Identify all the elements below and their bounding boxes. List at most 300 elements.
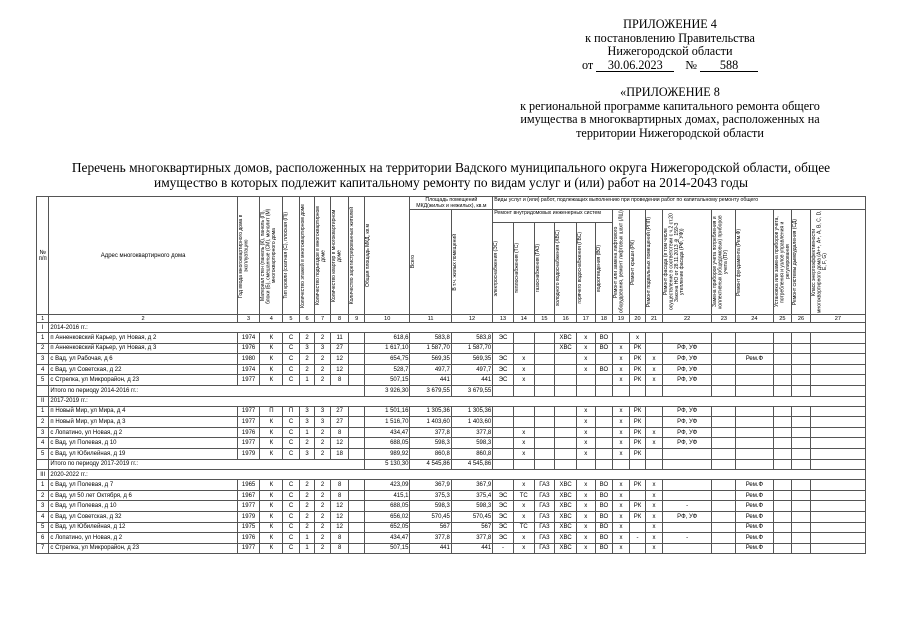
table-cell: х: [613, 354, 630, 365]
table-cell: х: [646, 490, 663, 501]
table-cell: 1977: [237, 375, 260, 386]
table-cell: [810, 490, 865, 501]
table-cell: [810, 501, 865, 512]
table-cell: х: [576, 543, 595, 554]
table-head: [37, 197, 866, 323]
table-cell: Рем.Ф: [736, 511, 773, 522]
column-number: 23: [712, 315, 736, 323]
col-cold-water: холодного водоснабжения (ХВС): [555, 230, 562, 307]
column-number: 15: [534, 315, 555, 323]
table-cell: [513, 406, 534, 417]
table-cell: ВО: [595, 490, 613, 501]
table-cell: х: [613, 533, 630, 544]
section-label: 2020-2022 гг.:: [49, 470, 866, 480]
row-address: п Новый Мир, ул Мира, д 4: [49, 406, 237, 417]
period-total-row: [37, 459, 866, 470]
table-cell: 8: [330, 533, 349, 544]
column-number: 4: [260, 315, 283, 323]
table-cell: [810, 375, 865, 386]
table-cell: ЭС: [493, 501, 514, 512]
column-number: 18: [595, 315, 613, 323]
table-cell: П: [260, 406, 283, 417]
table-cell: К: [260, 417, 283, 428]
column-number: 2: [49, 315, 237, 323]
table-cell: [792, 343, 811, 354]
table-cell: ХВС: [555, 480, 577, 491]
table-cell: -: [493, 543, 514, 554]
table-cell: 2: [315, 501, 331, 512]
document-title: [40, 160, 862, 190]
table-cell: [810, 385, 865, 396]
table-cell: [555, 427, 577, 438]
table-cell: [646, 448, 663, 459]
column-number: 7: [315, 315, 331, 323]
period-total-value: 3 926,30: [364, 385, 410, 396]
table-cell: [810, 511, 865, 522]
table-cell: 2: [315, 480, 331, 491]
table-cell: [810, 427, 865, 438]
table-cell: 1 305,36: [410, 406, 451, 417]
table-cell: 6: [37, 533, 49, 544]
table-cell: 1980: [237, 354, 260, 365]
table-cell: [712, 501, 736, 512]
table-cell: [773, 533, 792, 544]
table-cell: х: [613, 511, 630, 522]
table-cell: 8: [330, 427, 349, 438]
table-cell: 598,3: [410, 501, 451, 512]
table-cell: [534, 364, 555, 375]
table-cell: [792, 533, 811, 544]
table-cell: 1974: [237, 364, 260, 375]
document-title-line-2: имущество в которых подлежит капитальному ремонту по видам услуг и (или) работ на 2014-2043 годы: [154, 175, 748, 190]
table-cell: ХВС: [555, 522, 577, 533]
table-row: [37, 375, 866, 386]
table-cell: 1979: [237, 511, 260, 522]
table-cell: 441: [410, 375, 451, 386]
row-address: с Лопатино, ул Новая, д 2: [49, 427, 237, 438]
table-cell: [773, 448, 792, 459]
table-cell: 3: [299, 343, 315, 354]
table-cell: [792, 511, 811, 522]
table-cell: [629, 543, 646, 554]
table-cell: 8: [330, 480, 349, 491]
table-cell: [37, 459, 49, 470]
table-cell: 1 403,60: [451, 417, 492, 428]
table-cell: ВО: [595, 364, 613, 375]
column-number: 14: [513, 315, 534, 323]
table-cell: 3: [299, 406, 315, 417]
period-total-label: Итого по периоду 2017-2019 гг.:: [49, 459, 365, 470]
table-cell: 2: [315, 533, 331, 544]
table-cell: [773, 417, 792, 428]
table-cell: 434,47: [364, 533, 410, 544]
table-cell: 12: [330, 522, 349, 533]
table-cell: 2: [299, 354, 315, 365]
table-cell: х: [613, 438, 630, 449]
appendix-4-date-line: [470, 59, 870, 73]
period-total-value: 4 545,86: [451, 459, 492, 470]
col-basement: Ремонт подвальных помещений (РПП): [646, 216, 653, 308]
table-cell: 27: [330, 406, 349, 417]
table-cell: 1976: [237, 343, 260, 354]
table-cell: 1: [37, 406, 49, 417]
table-cell: 2: [299, 480, 315, 491]
table-cell: 441: [410, 543, 451, 554]
table-cell: К: [260, 533, 283, 544]
table-cell: [792, 459, 811, 470]
col-facade: Ремонт фасада (в том числе осуществление в соответствии с ч.2 ст.20 Закона НО от 28.11.2013 № 159-З утепление фасада (РФ, УФ)): [662, 213, 686, 311]
table-cell: х: [576, 333, 595, 344]
table-cell: [712, 333, 736, 344]
table-cell: [595, 406, 613, 417]
table-cell: С: [283, 511, 300, 522]
column-number: 16: [555, 315, 577, 323]
col-material: Материал стен (панель (К), панель (П), блоки (Б), смешанные (СМ), монолит (М) многоквартирного дома: [260, 207, 278, 304]
table-cell: [810, 343, 865, 354]
table-cell: [792, 354, 811, 365]
table-cell: РФ, УФ: [662, 417, 712, 428]
table-row: [37, 406, 866, 417]
table-cell: 1: [299, 543, 315, 554]
table-cell: РК: [629, 364, 646, 375]
col-total-area: Общая площадь МКД, кв.м: [364, 224, 371, 287]
col-roof-type: Тип кровли (скатная (С), плоская (П)): [283, 212, 290, 299]
appendix-8-line-3: имущества в многоквартирных домах, расположенных на: [520, 112, 820, 127]
table-cell: [513, 333, 534, 344]
table-cell: ВО: [595, 511, 613, 522]
table-cell: 3: [37, 501, 49, 512]
table-cell: 1 516,70: [364, 417, 410, 428]
table-cell: К: [260, 354, 283, 365]
table-cell: С: [283, 354, 300, 365]
table-cell: [712, 343, 736, 354]
table-cell: [493, 385, 514, 396]
table-cell: С: [283, 490, 300, 501]
table-cell: 1: [299, 427, 315, 438]
table-cell: [773, 385, 792, 396]
column-number: 27: [810, 315, 865, 323]
table-cell: К: [260, 438, 283, 449]
table-cell: К: [260, 480, 283, 491]
table-row: [37, 501, 866, 512]
table-cell: С: [283, 448, 300, 459]
table-cell: х: [576, 343, 595, 354]
table-cell: ЭС: [493, 354, 514, 365]
table-cell: 27: [330, 343, 349, 354]
table-cell: 507,15: [364, 543, 410, 554]
table-cell: 2: [315, 354, 331, 365]
appendix-4-title: ПРИЛОЖЕНИЕ 4: [623, 17, 717, 31]
table-cell: [792, 427, 811, 438]
table-cell: х: [613, 501, 630, 512]
table-cell: [792, 522, 811, 533]
table-cell: [349, 522, 365, 533]
table-cell: [349, 427, 365, 438]
table-cell: 12: [330, 438, 349, 449]
table-cell: [555, 459, 577, 470]
table-cell: РФ, УФ: [662, 406, 712, 417]
table-cell: К: [260, 501, 283, 512]
table-cell: [662, 385, 712, 396]
table-cell: РФ, УФ: [662, 438, 712, 449]
table-cell: 654,75: [364, 354, 410, 365]
table-cell: [662, 490, 712, 501]
table-cell: 375,3: [410, 490, 451, 501]
row-address: с Вад, ул Полевая, д 10: [49, 501, 237, 512]
col-energy-class: Класс энергоэффективности многоквартирного дома (А++, А+, А, В, С, D, E, F, G): [810, 210, 828, 314]
col-accounting: Замена приборов учета потребления и коллективных (общедомовых) приборов учета (ПУ): [712, 215, 730, 309]
table-cell: х: [646, 364, 663, 375]
table-cell: х: [613, 406, 630, 417]
col-roof-repair: Ремонт крыши (РК): [629, 239, 636, 285]
table-cell: [595, 385, 613, 396]
table-cell: РФ, УФ: [662, 364, 712, 375]
column-number: 10: [364, 315, 410, 323]
table-cell: [662, 480, 712, 491]
table-cell: [773, 501, 792, 512]
table-cell: С: [283, 427, 300, 438]
table-cell: ХВС: [555, 333, 577, 344]
table-cell: [810, 522, 865, 533]
table-cell: [534, 417, 555, 428]
column-number: 26: [792, 315, 811, 323]
table-row: [37, 364, 866, 375]
table-cell: 1: [299, 533, 315, 544]
table-cell: х: [576, 480, 595, 491]
table-cell: -: [629, 533, 646, 544]
col-floors: Количество этажей в многоквартирном доме: [299, 203, 306, 308]
table-cell: 2: [315, 522, 331, 533]
table-cell: х: [513, 533, 534, 544]
table-cell: [534, 354, 555, 365]
row-address: с Вад, ул Рабочая, д 6: [49, 354, 237, 365]
row-address: с Вад, ул Юбилейная, д 19: [49, 448, 237, 459]
table-cell: 8: [330, 375, 349, 386]
table-cell: ВО: [595, 501, 613, 512]
table-cell: 1979: [237, 448, 260, 459]
table-cell: 656,02: [364, 511, 410, 522]
table-cell: 2: [299, 490, 315, 501]
table-row: [37, 417, 866, 428]
table-cell: [513, 343, 534, 354]
table-cell: 2: [315, 448, 331, 459]
table-cell: П: [283, 406, 300, 417]
table-cell: [349, 543, 365, 554]
table-cell: [493, 459, 514, 470]
section-number: I: [37, 323, 49, 333]
decree-date: 30.06.2023: [596, 59, 674, 72]
table-cell: 18: [330, 448, 349, 459]
table-cell: [792, 448, 811, 459]
table-cell: [534, 448, 555, 459]
table-cell: ЭС: [493, 522, 514, 533]
table-cell: [773, 511, 792, 522]
table-cell: 567: [451, 522, 492, 533]
table-cell: 375,4: [451, 490, 492, 501]
table-cell: [810, 480, 865, 491]
table-cell: РФ, УФ: [662, 511, 712, 522]
table-cell: С: [283, 375, 300, 386]
period-total-value: 5 130,30: [364, 459, 410, 470]
table-cell: [534, 427, 555, 438]
table-cell: х: [613, 427, 630, 438]
column-number: 1: [37, 315, 49, 323]
table-cell: [534, 459, 555, 470]
table-cell: 3: [315, 406, 331, 417]
table-cell: [792, 406, 811, 417]
table-cell: [646, 406, 663, 417]
table-cell: 569,35: [451, 354, 492, 365]
table-cell: 367,9: [451, 480, 492, 491]
table-cell: 1 501,16: [364, 406, 410, 417]
table-cell: [349, 354, 365, 365]
table-cell: [712, 490, 736, 501]
table-cell: [595, 375, 613, 386]
table-cell: [736, 364, 773, 375]
table-cell: [37, 385, 49, 396]
row-address: с Стрелка, ул Микрорайон, д 23: [49, 375, 237, 386]
table-cell: [349, 406, 365, 417]
table-cell: ХВС: [555, 511, 577, 522]
table-cell: ЭС: [493, 490, 514, 501]
table-cell: ВО: [595, 333, 613, 344]
col-hot-water: горячего водоснабжения (ГВС): [576, 232, 583, 305]
table-cell: 4: [37, 364, 49, 375]
table-cell: С: [283, 333, 300, 344]
table-cell: [810, 333, 865, 344]
table-cell: х: [576, 533, 595, 544]
table-cell: ГАЗ: [534, 522, 555, 533]
row-address: с Лопатино, ул Новая, д 2: [49, 533, 237, 544]
table-cell: ТС: [513, 490, 534, 501]
table-cell: [646, 343, 663, 354]
table-cell: [534, 385, 555, 396]
table-cell: [493, 480, 514, 491]
table-cell: [349, 533, 365, 544]
table-cell: [493, 448, 514, 459]
table-cell: [629, 490, 646, 501]
table-cell: [792, 417, 811, 428]
column-numbers-row: [37, 315, 866, 323]
table-cell: [613, 385, 630, 396]
table-cell: Рем.Ф: [736, 533, 773, 544]
table-cell: х: [646, 354, 663, 365]
table-cell: ХВС: [555, 501, 577, 512]
table-cell: [493, 427, 514, 438]
table-cell: [773, 354, 792, 365]
table-cell: 1 403,60: [410, 417, 451, 428]
table-cell: 2: [299, 438, 315, 449]
column-number: 24: [736, 315, 773, 323]
table-cell: 11: [330, 333, 349, 344]
table-cell: [513, 459, 534, 470]
table-cell: ХВС: [555, 543, 577, 554]
table-cell: х: [646, 501, 663, 512]
table-cell: [595, 438, 613, 449]
table-cell: С: [283, 417, 300, 428]
col-lift: Ремонт или замена лифтового оборудования, ремонт лифтовых шахт (ЛШ): [613, 210, 625, 314]
table-cell: [712, 354, 736, 365]
table-cell: [712, 438, 736, 449]
table-cell: [595, 448, 613, 459]
table-cell: РК: [629, 343, 646, 354]
table-cell: х: [513, 427, 534, 438]
table-cell: [646, 385, 663, 396]
table-cell: [595, 427, 613, 438]
table-cell: 27: [330, 417, 349, 428]
col-year: Год ввода многоквартирного дома в эксплуатацию: [237, 213, 250, 298]
table-cell: х: [613, 522, 630, 533]
table-cell: ГАЗ: [534, 511, 555, 522]
appendix-8-header: [470, 86, 870, 140]
table-cell: 2: [37, 343, 49, 354]
table-cell: 1 587,70: [410, 343, 451, 354]
table-cell: [513, 417, 534, 428]
table-cell: С: [283, 480, 300, 491]
table-cell: [662, 459, 712, 470]
table-cell: [595, 417, 613, 428]
table-cell: К: [260, 511, 283, 522]
table-cell: [792, 385, 811, 396]
table-cell: х: [613, 375, 630, 386]
table-cell: 598,3: [451, 438, 492, 449]
section-number: II: [37, 396, 49, 406]
table-cell: х: [646, 522, 663, 533]
table-cell: [662, 448, 712, 459]
table-cell: 3: [315, 417, 331, 428]
table-cell: ГАЗ: [534, 490, 555, 501]
period-total-row: [37, 385, 866, 396]
table-cell: [555, 354, 577, 365]
table-cell: 528,7: [364, 364, 410, 375]
table-cell: 507,15: [364, 375, 410, 386]
table-cell: [555, 385, 577, 396]
table-cell: К: [260, 333, 283, 344]
table-cell: [349, 501, 365, 512]
houses-table: [36, 196, 866, 554]
table-cell: 598,3: [410, 438, 451, 449]
table-cell: [576, 375, 595, 386]
table-cell: [555, 364, 577, 375]
col-area-all: Всего: [410, 255, 417, 269]
table-cell: [349, 438, 365, 449]
table-cell: [555, 448, 577, 459]
table-cell: х: [646, 533, 663, 544]
table-row: [37, 438, 866, 449]
table-cell: [349, 511, 365, 522]
table-cell: 570,45: [451, 511, 492, 522]
table-cell: ХВС: [555, 533, 577, 544]
table-cell: [773, 459, 792, 470]
table-cell: х: [646, 543, 663, 554]
table-cell: [555, 406, 577, 417]
col-registered: Количество зарегистрированных жителей: [349, 206, 356, 305]
table-cell: [792, 480, 811, 491]
table-cell: х: [613, 417, 630, 428]
table-cell: [629, 522, 646, 533]
appendix-8-title: «ПРИЛОЖЕНИЕ 8: [620, 85, 720, 99]
table-cell: 5: [37, 375, 49, 386]
table-cell: [349, 375, 365, 386]
table-cell: [646, 417, 663, 428]
table-cell: [646, 459, 663, 470]
table-cell: 989,92: [364, 448, 410, 459]
col-gas: газоснабжения (ГАЗ): [534, 244, 541, 293]
table-cell: Рем.Ф: [736, 354, 773, 365]
table-cell: 2: [315, 438, 331, 449]
table-cell: С: [283, 501, 300, 512]
table-cell: ВО: [595, 533, 613, 544]
